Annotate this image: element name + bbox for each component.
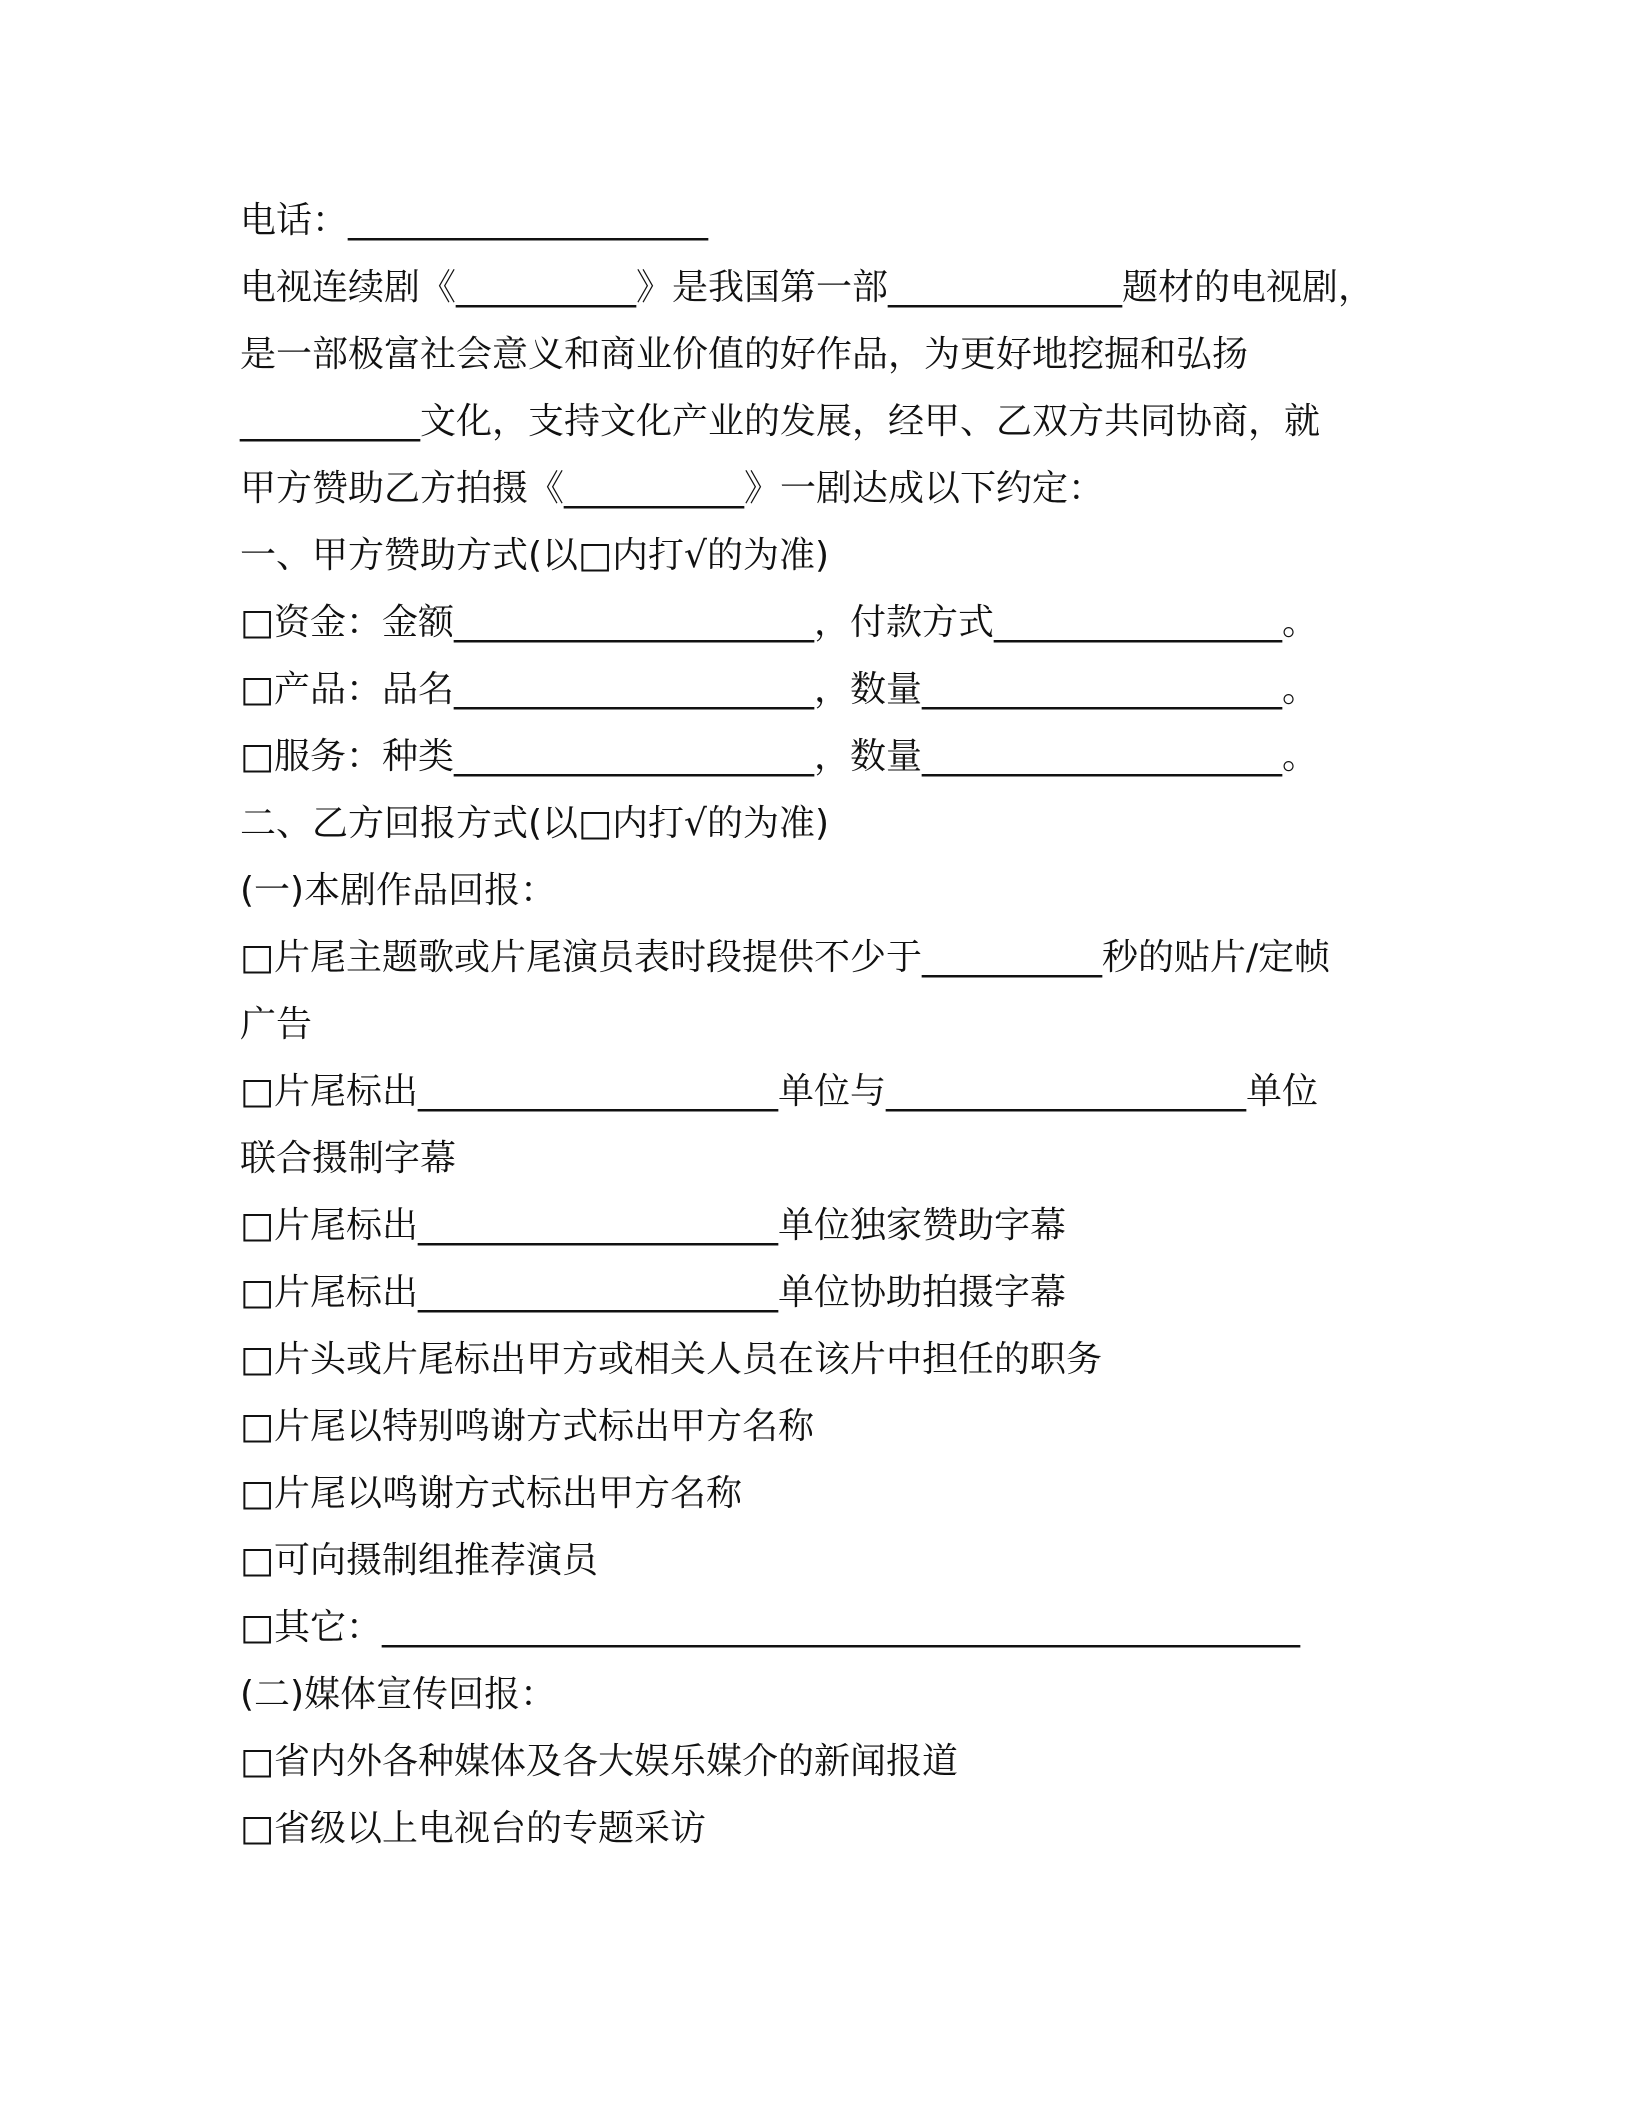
section-heading-returns: 二、乙方回报方式(以□内打√的为准) (240, 803, 830, 844)
phone-line: 电话：____________________ (240, 200, 709, 241)
option-exclusive-sponsor: □片尾标出____________________单位独家赞助字幕 (240, 1205, 1067, 1246)
intro-paragraph-line-4: 甲方赞助乙方拍摄《__________》一剧达成以下约定： (240, 468, 1105, 509)
subsection-heading-work-returns: (一)本剧作品回报： (240, 870, 557, 911)
option-joint-production: □片尾标出____________________单位与____________________单位 (240, 1071, 1319, 1112)
intro-paragraph-line-3: __________文化，支持文化产业的发展，经甲、乙双方共同协商，就 (240, 401, 1321, 442)
subsection-heading-media-returns: (二)媒体宣传回报： (240, 1674, 557, 1715)
option-products: □产品：品名____________________，数量____________________。 (240, 669, 1319, 710)
option-funds: □资金：金额____________________，付款方式________________。 (240, 602, 1319, 643)
option-end-credit-ad: □片尾主题歌或片尾演员表时段提供不少于__________秒的贴片/定帧 (240, 937, 1331, 978)
option-end-credit-ad-cont: 广告 (240, 1004, 313, 1045)
section-heading-sponsorship: 一、甲方赞助方式(以□内打√的为准) (240, 535, 830, 576)
option-joint-production-cont: 联合摄制字幕 (240, 1138, 457, 1179)
document-body (240, 187, 1440, 1862)
option-tv-interview: □省级以上电视台的专题采访 (240, 1808, 707, 1849)
intro-paragraph-line-1: 电视连续剧《__________》是我国第一部_____________题材的电视剧， (240, 267, 1375, 308)
option-assisted-filming: □片尾标出____________________单位协助拍摄字幕 (240, 1272, 1067, 1313)
option-credit-positions: □片头或片尾标出甲方或相关人员在该片中担任的职务 (240, 1339, 1103, 1380)
option-thanks: □片尾以鸣谢方式标出甲方名称 (240, 1473, 743, 1514)
option-recommend-actors: □可向摄制组推荐演员 (240, 1540, 599, 1581)
option-other: □其它：___________________________________________________ (240, 1607, 1301, 1648)
option-special-thanks: □片尾以特别鸣谢方式标出甲方名称 (240, 1406, 815, 1447)
option-services: □服务：种类____________________，数量____________________。 (240, 736, 1319, 777)
intro-paragraph-line-2: 是一部极富社会意义和商业价值的好作品，为更好地挖掘和弘扬 (240, 334, 1249, 375)
option-news-reports: □省内外各种媒体及各大娱乐媒介的新闻报道 (240, 1741, 959, 1782)
